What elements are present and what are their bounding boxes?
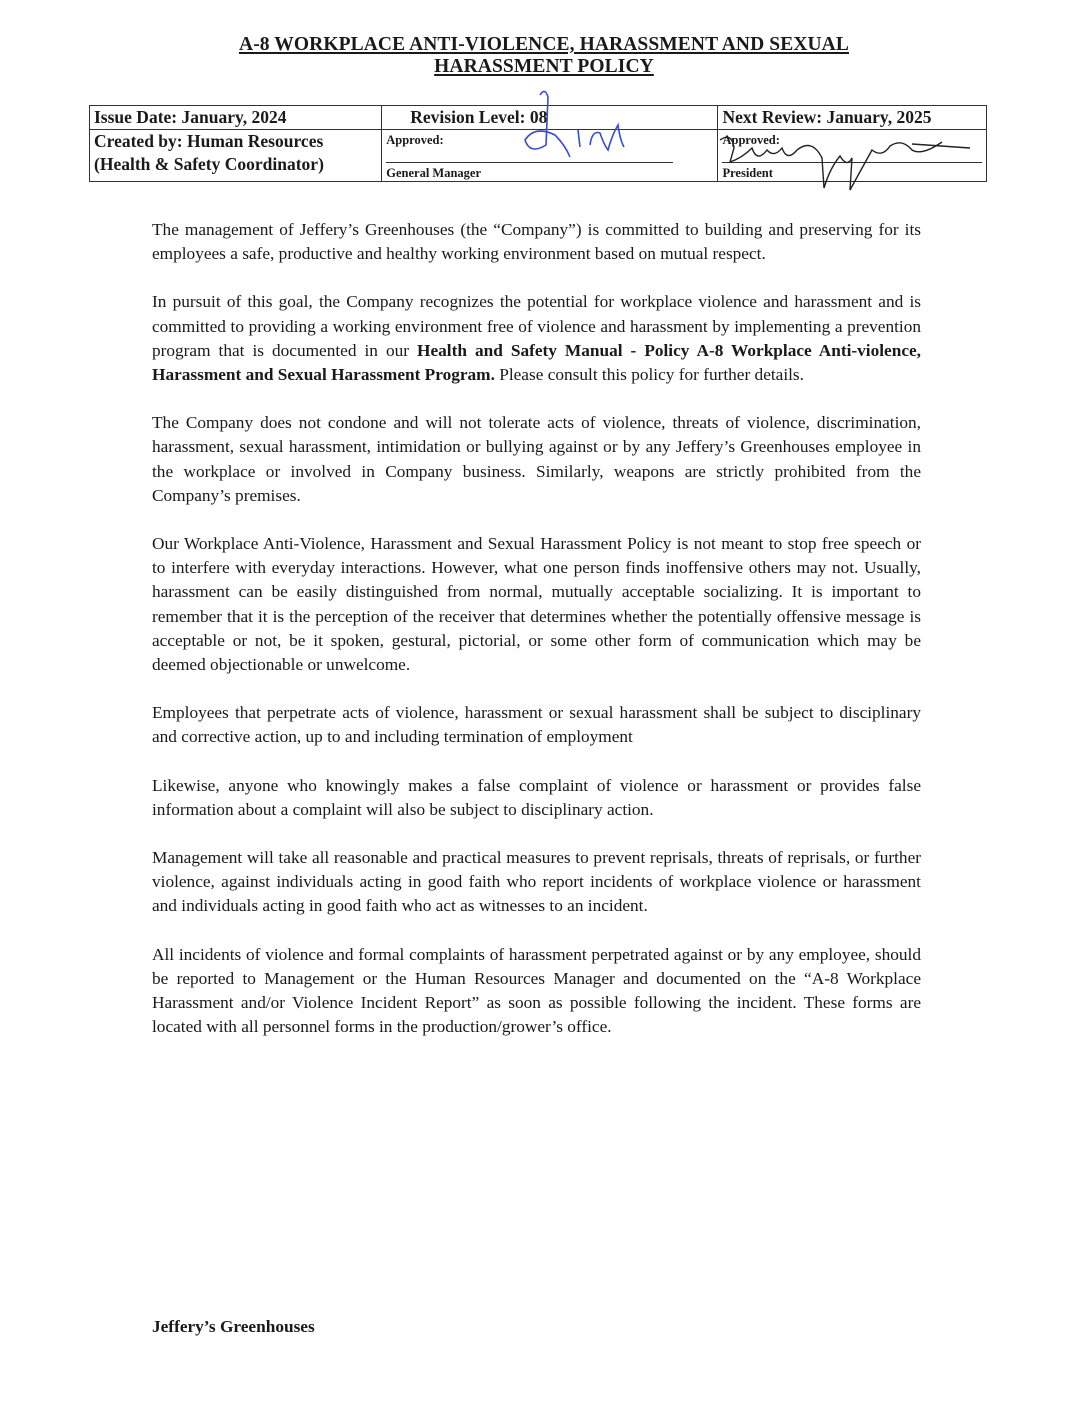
approved-label-gm: Approved:	[386, 133, 444, 147]
president-approval-cell	[718, 130, 987, 182]
created-by-line-1: Created by: Human Resources	[94, 131, 324, 151]
paragraph-6: Likewise, anyone who knowingly makes a false complaint of violence or harassment or provides false information about a complaint will also be subject to disciplinary action.	[152, 775, 921, 819]
next-review: Next Review: January, 2025	[718, 106, 987, 130]
paragraph-7: Management will take all reasonable and practical measures to prevent reprisals, threats of reprisals, or further violence, against individuals acting in good faith who report incidents of workplace violence or harassment and individuals acting in good faith who act as witnesses to an incident.	[152, 848, 921, 916]
paragraph-2: In pursuit of this goal, the Company recognizes the potential for workplace violence and harassment and is committed to providing a working environment free of violence and harassment by implementing a prevention program that is documented in our Health and Safety Manual - Policy A-8 Workplace Anti-violence, Harassment and Sexual Harassment Program. Please consult this policy for further details.	[152, 292, 921, 385]
paragraph-1: The management of Jeffery’s Greenhouses (the “Company”) is committed to building and preserving for its employees a safe, productive and healthy working environment based on mutual respect.	[152, 220, 921, 264]
paragraph-5: Employees that perpetrate acts of violence, harassment or sexual harassment shall be subject to disciplinary and corrective action, up to and including termination of employment	[152, 703, 921, 747]
issue-date: Issue Date: January, 2024	[90, 106, 382, 130]
policy-body	[152, 218, 921, 1063]
president-title: President	[722, 166, 773, 180]
gm-title: General Manager	[386, 166, 482, 180]
president-signature-line	[722, 162, 982, 163]
created-by	[90, 130, 382, 182]
gm-signature-line	[386, 162, 673, 163]
document-title	[0, 34, 1088, 78]
gm-approval-cell	[382, 130, 718, 182]
created-by-line-2: (Health & Safety Coordinator)	[94, 154, 324, 174]
policy-header-table	[89, 105, 987, 182]
title-line-1: A-8 WORKPLACE ANTI-VIOLENCE, HARASSMENT AND SEXUAL	[239, 34, 849, 55]
paragraph-8: All incidents of violence and formal complaints of harassment perpetrated against or by any employee, should be reported to Management or the Human Resources Manager and documented on the “A-8 Workplace Harassment and/or Violence Incident Report” as soon as possible following the incident. These forms are located with all personnel forms in the production/grower’s office.	[152, 944, 921, 1037]
revision-level: Revision Level: 08	[382, 106, 718, 130]
title-line-2: HARASSMENT POLICY	[434, 56, 654, 77]
company-signoff: Jeffery’s Greenhouses	[152, 1317, 315, 1336]
paragraph-4: Our Workplace Anti-Violence, Harassment and Sexual Harassment Policy is not meant to stop free speech or to interfere with everyday interactions. However, what one person finds inoffensive others may not. Usually, harassment can be easily distinguished from normal, mutually acceptable socializing. It is important to remember that it is the perception of the receiver that determines whether the potentially offensive message is acceptable or not, be it spoken, gestural, pictorial, or some other form of communication which may be deemed objectionable or unwelcome.	[152, 534, 921, 675]
approved-label-president: Approved:	[722, 133, 780, 147]
paragraph-3: The Company does not condone and will not tolerate acts of violence, threats of violence, discrimination, harassment, sexual harassment, intimidation or bullying against or by any Jeffery’s Greenhouses employee in the workplace or involved in Company business. Similarly, weapons are strictly prohibited from the Company’s premises.	[152, 413, 921, 505]
policy-reference: Health and Safety Manual - Policy A-8 Workplace Anti-violence, Harassment and Sexual Harassment Program.	[152, 340, 921, 385]
